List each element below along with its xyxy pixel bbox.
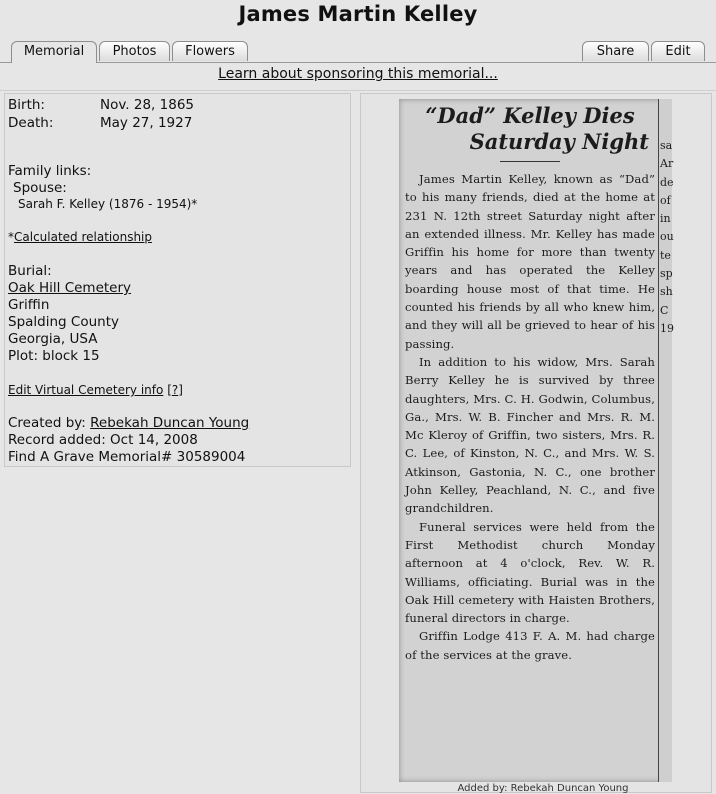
family-links-label: Family links: — [8, 163, 92, 179]
created-by-row — [8, 415, 249, 431]
spouse-label: Spouse: — [13, 180, 67, 196]
photo-panel — [360, 93, 712, 793]
cemetery-link[interactable]: Oak Hill Cemetery — [8, 280, 132, 296]
spouse-name: Sarah F. Kelley (1876 - 1954)* — [18, 197, 198, 211]
record-added: Record added: Oct 14, 2008 — [8, 432, 198, 448]
clipping-paragraph: In addition to his widow, Mrs. Sarah Berry Kelley he is survived by three daughters, Mrs. C. H. Godwin, Columbus, Ga., Mrs. W. B. Fincher and Mrs. R. M. Mc Kleroy of Griffin, two sisters, Mrs. R. C. Lee, of Kinston, N. C., and Mrs. W. S. Atkinson, Gastonia, N. C., one brother John Kelley, Peachland, N. C., and five grandchildren. — [405, 354, 655, 516]
birth-value: Nov. 28, 1865 — [100, 97, 194, 113]
clipping-headline-line1: “Dad” Kelley Dies — [425, 103, 635, 128]
tab-edit[interactable]: Edit — [651, 41, 705, 61]
tab-flowers[interactable]: Flowers — [172, 41, 248, 61]
help-bracket-open: [ — [167, 383, 172, 397]
tab-photos[interactable]: Photos — [99, 41, 170, 61]
clipping-rule — [500, 161, 560, 162]
created-by-label: Created by: — [8, 415, 91, 431]
obituary-clipping-image[interactable] — [399, 99, 672, 782]
photo-caption: Added by: Rebekah Duncan Young — [457, 783, 629, 794]
clipping-paragraph: James Martin Kelley, known as “Dad” to his many friends, died at the home at 231 N. 12th street Saturday night after an extended illness. Mr. Kelley has made Griffin his home for more than twenty years and has operated the Kelley boarding house most of that time. He counted his friends by all who knew him, and they will all be grieved to hear of his passing. — [405, 172, 655, 351]
clipping-adjacent-column: sa Ar de of in ou te sp sh C 19 — [658, 99, 672, 782]
burial-plot: Plot: block 15 — [8, 348, 100, 364]
edit-virtual-cemetery-link[interactable]: Edit Virtual Cemetery info — [8, 383, 164, 397]
help-link[interactable]: ? — [171, 383, 179, 397]
clipping-headline-line2: Saturday Night — [469, 129, 649, 154]
created-by-link[interactable]: Rebekah Duncan Young — [90, 415, 250, 431]
calculated-relationship-link[interactable]: Calculated relationship — [14, 230, 153, 244]
tab-memorial[interactable]: Memorial — [11, 41, 97, 63]
death-label: Death: — [8, 115, 54, 131]
calculated-asterisk: * — [8, 230, 14, 244]
virtual-cemetery-row — [8, 383, 183, 397]
birth-label: Birth: — [8, 97, 45, 113]
burial-label: Burial: — [8, 263, 52, 279]
clipping-paragraph: Funeral services were held from the First Methodist church Monday afternoon at 4 o'clock, Rev. W. R. Williams, officiating. Burial was in the Oak Hill cemetery with Haisten Brothers, funeral directors in charge. — [405, 519, 655, 626]
memorial-details-panel — [4, 93, 351, 467]
memorial-number: Find A Grave Memorial# 30589004 — [8, 449, 246, 465]
divider — [0, 90, 716, 91]
burial-city: Griffin — [8, 297, 50, 313]
clipping-column — [405, 103, 655, 664]
sponsor-link[interactable]: Learn about sponsoring this memorial... — [218, 66, 498, 82]
help-bracket-close: ] — [178, 383, 183, 397]
death-value: May 27, 1927 — [100, 115, 193, 131]
burial-county: Spalding County — [8, 314, 119, 330]
tab-bar — [0, 40, 716, 63]
clipping-paragraph: Griffin Lodge 413 F. A. M. had charge of the services at the grave. — [405, 629, 655, 662]
tab-share[interactable]: Share — [582, 41, 649, 61]
calculated-relationship-note — [8, 230, 152, 244]
page-title: James Martin Kelley — [238, 2, 478, 26]
burial-state-country: Georgia, USA — [8, 331, 98, 347]
